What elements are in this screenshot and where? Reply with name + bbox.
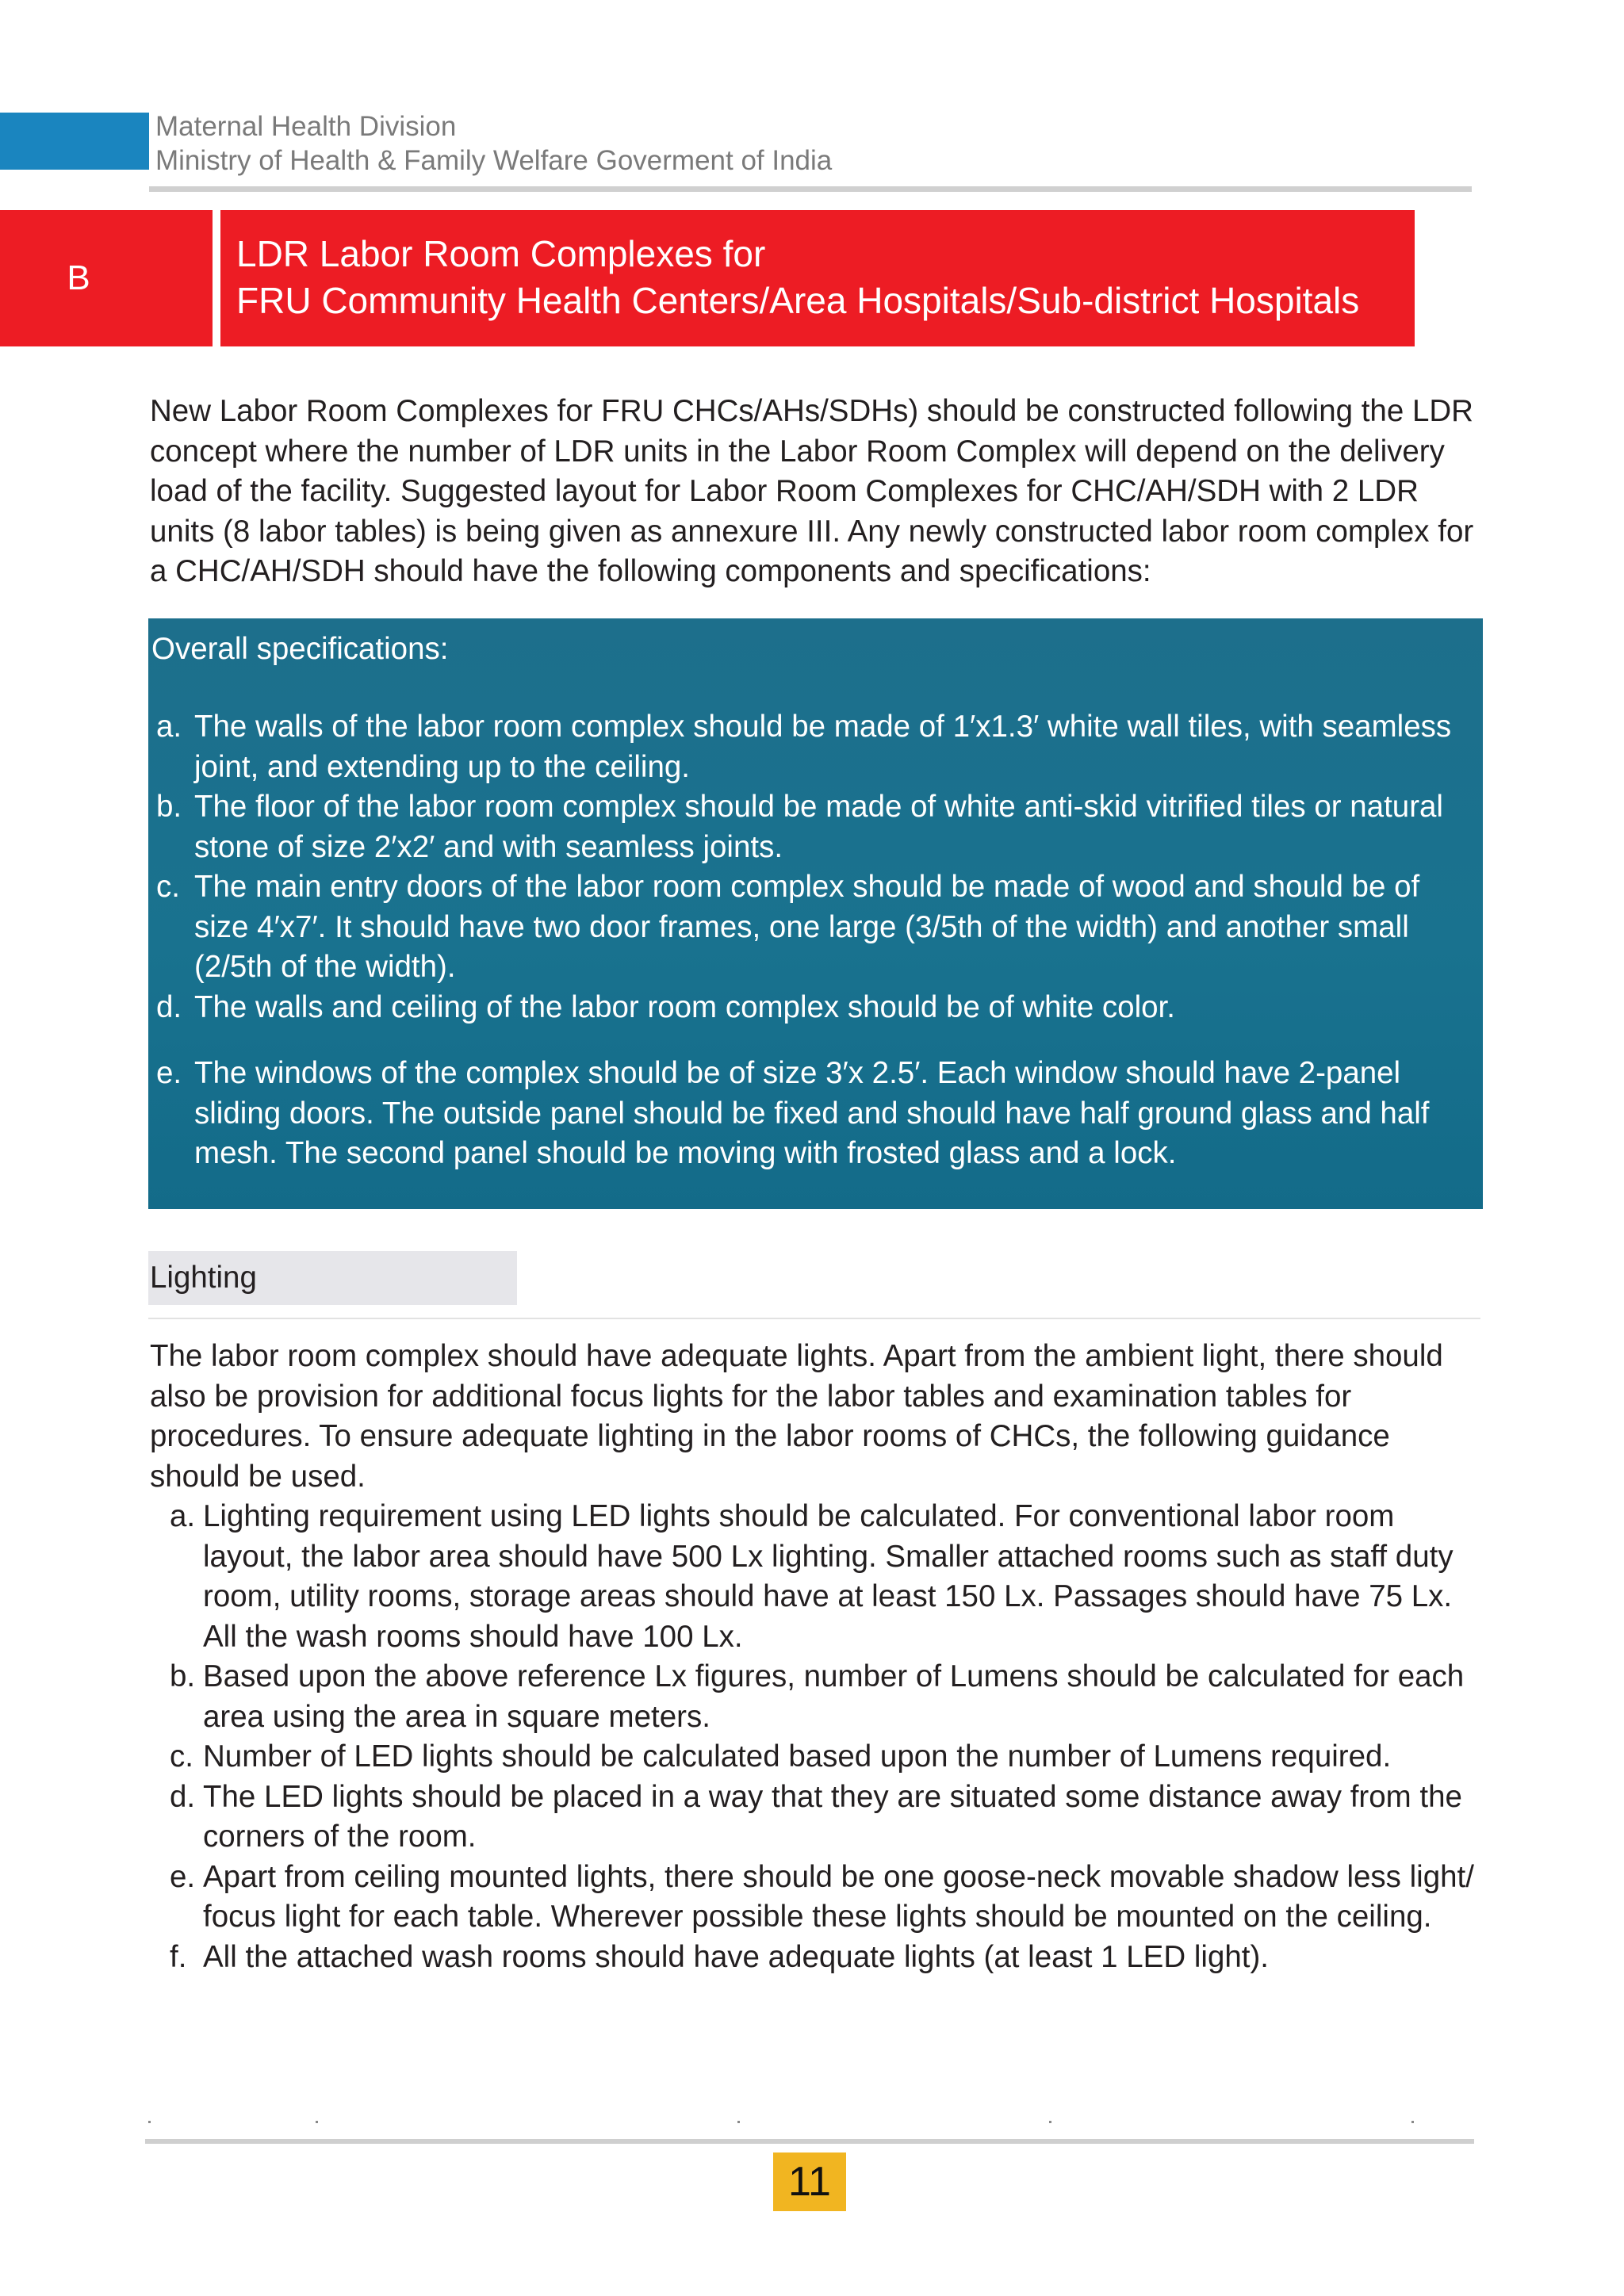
list-marker: d.	[156, 989, 182, 1024]
running-header	[155, 109, 832, 178]
lighting-section	[150, 1337, 1482, 1977]
section-letter: B	[0, 210, 213, 346]
list-text: Number of LED lights should be calculated based upon the number of Lumens required.	[203, 1739, 1392, 1774]
list-marker: b.	[156, 790, 182, 824]
spec-item-b	[156, 787, 1477, 867]
header-divider	[149, 186, 1472, 192]
lighting-item-d	[170, 1777, 1482, 1858]
spec-item-a	[156, 707, 1477, 787]
list-marker: a.	[170, 1499, 196, 1533]
header-division: Maternal Health Division	[155, 111, 457, 142]
intro-paragraph: New Labor Room Complexes for FRU CHCs/AHs/SDHs) should be constructed following the LDR concept where the number of LDR units in the Labor Room Complex will depend on the delivery load of the facility. Suggested layout for Labor Room Complexes for CHC/AH/SDH with 2 LDR units (8 labor tables) is being given as annexure III. Any newly constructed labor room complex for a CHC/AH/SDH should have the following components and specifications:	[150, 394, 1474, 588]
list-marker: e.	[170, 1859, 196, 1894]
list-text: Lighting requirement using LED lights should be calculated. For conventional labor room layout, the labor area should have 500 Lx lighting. Smaller attached rooms such as staff duty room, utility rooms, storage areas should have at least 150 Lx. Passages should have 75 Lx. All the wash rooms should have 100 Lx.	[203, 1499, 1454, 1654]
list-text: The LED lights should be placed in a way that they are situated some distance away from the corners of the room.	[203, 1779, 1462, 1854]
lighting-item-c	[170, 1737, 1482, 1777]
section-title-line2: FRU Community Health Centers/Area Hospitals/Sub-district Hospitals	[236, 280, 1360, 321]
section-title-line1: LDR Labor Room Complexes for	[236, 233, 766, 274]
list-marker: d.	[170, 1779, 196, 1814]
overall-specifications-title: Overall specifications:	[151, 632, 449, 666]
lighting-divider	[148, 1318, 1480, 1319]
footer-dot-row	[148, 2121, 1480, 2129]
header-accent-bar	[0, 113, 149, 170]
lighting-list	[170, 1497, 1482, 1977]
spec-item-d	[156, 988, 1477, 1028]
list-text: The walls of the labor room complex should be made of 1′x1.3′ white wall tiles, with seamless joint, and extending up to the ceiling.	[194, 710, 1452, 784]
footer-dot	[316, 2121, 318, 2123]
spec-item-e	[156, 1054, 1477, 1174]
list-text: The walls and ceiling of the labor room complex should be of white color.	[194, 989, 1175, 1024]
list-marker: c.	[156, 870, 180, 904]
lighting-item-b	[170, 1657, 1482, 1737]
spec-item-c	[156, 867, 1477, 988]
list-marker: c.	[170, 1739, 193, 1774]
header-ministry: Ministry of Health & Family Welfare Goverment of India	[155, 145, 833, 176]
lighting-item-f	[170, 1938, 1482, 1978]
footer-dot	[1049, 2121, 1051, 2123]
list-text: All the attached wash rooms should have adequate lights (at least 1 LED light).	[203, 1939, 1270, 1974]
footer-dot	[148, 2121, 151, 2123]
overall-specifications-list	[156, 707, 1477, 1174]
overall-specifications-box	[148, 618, 1483, 1209]
footer-dot	[1411, 2121, 1414, 2123]
list-marker: e.	[156, 1056, 182, 1090]
list-text: The windows of the complex should be of size 3′x 2.5′. Each window should have 2-panel sliding doors. The outside panel should be fixed and should have half ground glass and half mesh. The second panel should be moving with frosted glass and a lock.	[194, 1056, 1430, 1170]
list-text: Apart from ceiling mounted lights, there should be one goose-neck movable shadow less light/ focus light for each table. Wherever possible these lights should be mounted on the ceiling.	[203, 1859, 1474, 1934]
list-marker: a.	[156, 710, 182, 744]
lighting-item-a	[170, 1497, 1482, 1657]
list-marker: f.	[170, 1939, 187, 1974]
lighting-item-e	[170, 1858, 1482, 1938]
page-number: 11	[773, 2152, 846, 2211]
list-text: The main entry doors of the labor room complex should be made of wood and should be of size 4′x7′. It should have two door frames, one large (3/5th of the width) and another small (2/5th of the width).	[194, 870, 1420, 984]
footer-divider	[145, 2139, 1474, 2144]
footer-dot	[737, 2121, 740, 2123]
lighting-heading: Lighting	[148, 1251, 517, 1305]
list-text: Based upon the above reference Lx figures, number of Lumens should be calculated for each area using the area in square meters.	[203, 1659, 1465, 1734]
lighting-intro: The labor room complex should have adequate lights. Apart from the ambient light, there should also be provision for additional focus lights for the labor tables and examination tables for procedures. To ensure adequate lighting in the labor rooms of CHCs, the following guidance should be used.	[150, 1339, 1443, 1494]
list-marker: b.	[170, 1659, 196, 1693]
section-title	[220, 210, 1415, 346]
list-text: The floor of the labor room complex should be made of white anti-skid vitrified tiles or natural stone of size 2′x2′ and with seamless joints.	[194, 790, 1443, 864]
